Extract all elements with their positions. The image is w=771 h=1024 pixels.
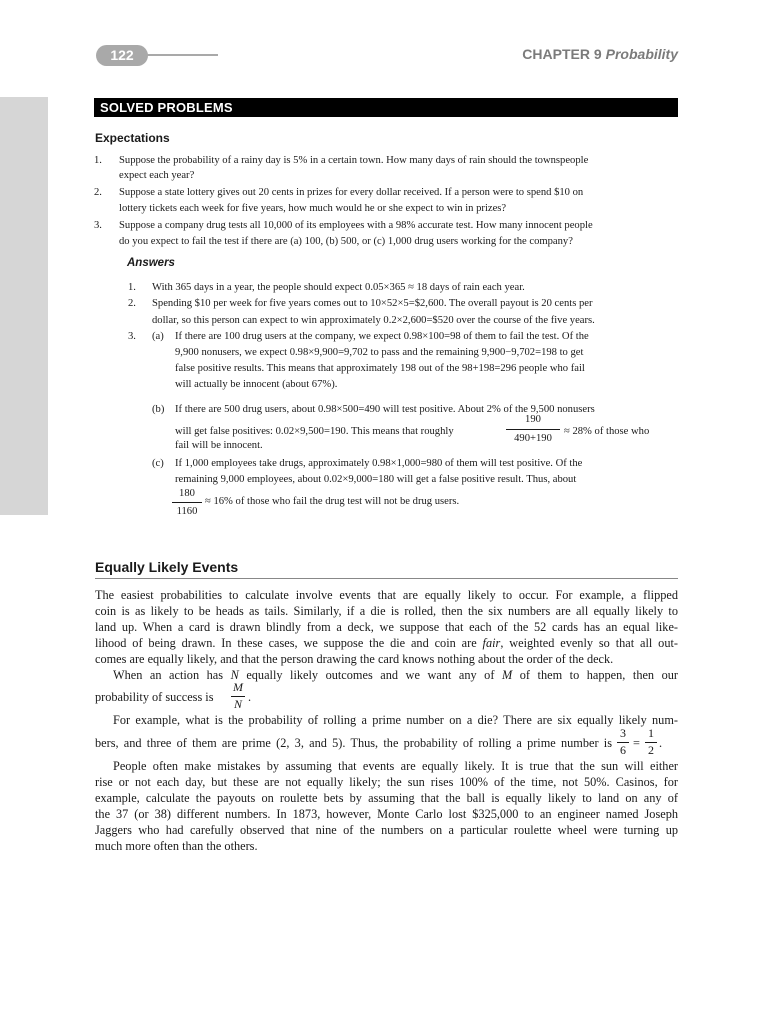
answer-text: will actually be innocent (about 67%).: [175, 379, 338, 390]
fraction-denominator: 490+190: [514, 433, 552, 444]
answer-number: 3.: [128, 331, 136, 342]
answer-text: If there are 500 drug users, about 0.98×500=490 will test positive. About 2% of the 9,500 nonusers: [175, 404, 595, 415]
problem-text: expect each year?: [119, 170, 195, 181]
body-text: example, calculate the payouts on roulette bets by assuming that the ball is equally likely to land on any of: [95, 791, 678, 805]
body-text: much more often than the others.: [95, 839, 258, 853]
text-run: equally likely outcomes and we want any of: [238, 668, 502, 682]
fraction-denominator: 1160: [176, 506, 198, 517]
italic-N: N: [233, 697, 242, 711]
fraction-denominator: 6: [620, 743, 626, 757]
text-run: , weighted evenly so that all out-: [500, 636, 678, 650]
answer-text: ≈ 16% of those who fail the drug test will not be drug users.: [205, 496, 460, 507]
answer-text: ≈ 28% of those who: [564, 426, 650, 437]
chapter-title: Probability: [605, 46, 678, 62]
body-text: bers, and three of them are prime (2, 3, and 5). Thus, the probability of rolling a prime number is: [95, 736, 612, 750]
body-text: comes are equally likely, and that the person drawing the card knows nothing about the order of the deck.: [95, 652, 614, 666]
fraction-numerator: [230, 680, 246, 694]
answer-number: 2.: [128, 298, 136, 309]
answer-text: If 1,000 employees take drugs, approximately 0.98×1,000=980 of them will test positive. Of the: [175, 458, 583, 469]
italic-fair: fair: [482, 636, 501, 650]
period: .: [248, 690, 252, 704]
solved-problems-banner: SOLVED PROBLEMS: [94, 98, 678, 117]
text-run: lihood of being drawn. In these cases, we suppose the die and coin are: [95, 636, 483, 650]
subpart-label: (b): [152, 404, 165, 415]
fraction-numerator: 1: [648, 726, 654, 740]
heading-rule: [95, 578, 678, 579]
period: .: [659, 736, 663, 750]
fraction-numerator: 180: [179, 488, 195, 499]
fraction-bar: [172, 502, 202, 503]
body-text: [113, 667, 678, 683]
answers-title: Answers: [127, 257, 175, 269]
fraction-numerator: 190: [525, 414, 541, 425]
italic-N: N: [230, 668, 239, 682]
fraction-denominator: [230, 697, 246, 711]
body-text: land up. When a card is drawn blindly from a deck, we suppose that each of the 52 cards has an equal like-: [95, 620, 678, 634]
problem-text: Suppose a company drug tests all 10,000 of its employees with a 98% accurate test. How many innocent people: [119, 220, 593, 231]
body-text: The easiest probabilities to calculate involve events that are equally likely to occur. For example, a flipped: [95, 588, 678, 602]
problem-text: Suppose a state lottery gives out 20 cents in prizes for every dollar received. If a person were to spend $10 on: [119, 187, 584, 198]
page-edge-tab: [0, 97, 48, 515]
body-text: rise or not each day, but these are not equally likely; the sun rises 100% of the time, not 50%. Casinos, for: [95, 775, 678, 789]
text-run: When an action has: [113, 668, 231, 682]
italic-M: M: [233, 680, 243, 694]
subpart-label: (a): [152, 331, 164, 342]
problem-number: 3.: [94, 220, 102, 231]
fraction-denominator: 2: [648, 743, 654, 757]
problem-text: Suppose the probability of a rainy day is 5% in a certain town. How many days of rain should the townspeople: [119, 155, 589, 166]
problem-text: do you expect to fail the test if there are (a) 100, (b) 500, or (c) 1,000 drug users working for the company?: [119, 236, 573, 247]
answer-text: remaining 9,000 employees, about 0.02×9,000=180 will get a false positive result. Thus, about: [175, 474, 577, 485]
answer-text: If there are 100 drug users at the company, we expect 0.98×100=98 of them to fail the test. Of the: [175, 331, 589, 342]
answer-text: 9,900 nonusers, we expect 0.98×9,900=9,702 to pass and the remaining 9,900−9,702=198 to get: [175, 347, 584, 358]
body-text: For example, what is the probability of rolling a prime number on a die? There are six equally likely num-: [113, 713, 678, 727]
chapter-label: CHAPTER 9: [522, 46, 602, 62]
italic-M: M: [501, 668, 513, 682]
body-text: probability of success is: [95, 690, 214, 704]
answer-text: fail will be innocent.: [175, 440, 263, 451]
answer-text: With 365 days in a year, the people should expect 0.05×365 ≈ 18 days of rain each year.: [152, 282, 525, 293]
body-text: Jaggers who had carefully observed that nine of the numbers on a particular roulette wheel were turning up: [95, 823, 678, 837]
page-number: 122: [96, 45, 148, 66]
header-rule: [146, 54, 218, 56]
problem-number: 2.: [94, 187, 102, 198]
answer-text: dollar, so this person can expect to win approximately 0.2×2,600=$520 over the course of the five years.: [152, 315, 595, 326]
subpart-label: (c): [152, 458, 164, 469]
body-text: [95, 635, 678, 651]
text-run: of them to happen, then our: [512, 668, 678, 682]
body-text: the 37 (or 38) different numbers. In 1873, however, Monte Carlo lost $325,000 to an engineer named Joseph: [95, 807, 678, 821]
fraction-numerator: 3: [620, 726, 626, 740]
body-text: People often make mistakes by assuming that events are equally likely. It is true that the sun will either: [113, 759, 678, 773]
running-header: [522, 46, 678, 62]
problem-text: lottery tickets each week for five years, how much would he or she expect to win in prizes?: [119, 203, 507, 214]
body-text: coin is as likely to be heads as tails. Similarly, if a die is rolled, then the six numbers are all equally likely to: [95, 604, 678, 618]
answer-text: Spending $10 per week for five years comes out to 10×52×5=$2,600. The overall payout is 20 cents per: [152, 298, 593, 309]
section-heading: Equally Likely Events: [95, 559, 239, 575]
answer-text: false positive results. This means that approximately 198 out of the 98+198=296 people who fail: [175, 363, 585, 374]
problem-number: 1.: [94, 155, 102, 166]
fraction-bar: [506, 429, 560, 430]
answer-number: 1.: [128, 282, 136, 293]
section-title: Expectations: [95, 131, 170, 145]
equals-sign: =: [633, 736, 640, 750]
answer-text: will get false positives: 0.02×9,500=190. This means that roughly: [175, 426, 454, 437]
